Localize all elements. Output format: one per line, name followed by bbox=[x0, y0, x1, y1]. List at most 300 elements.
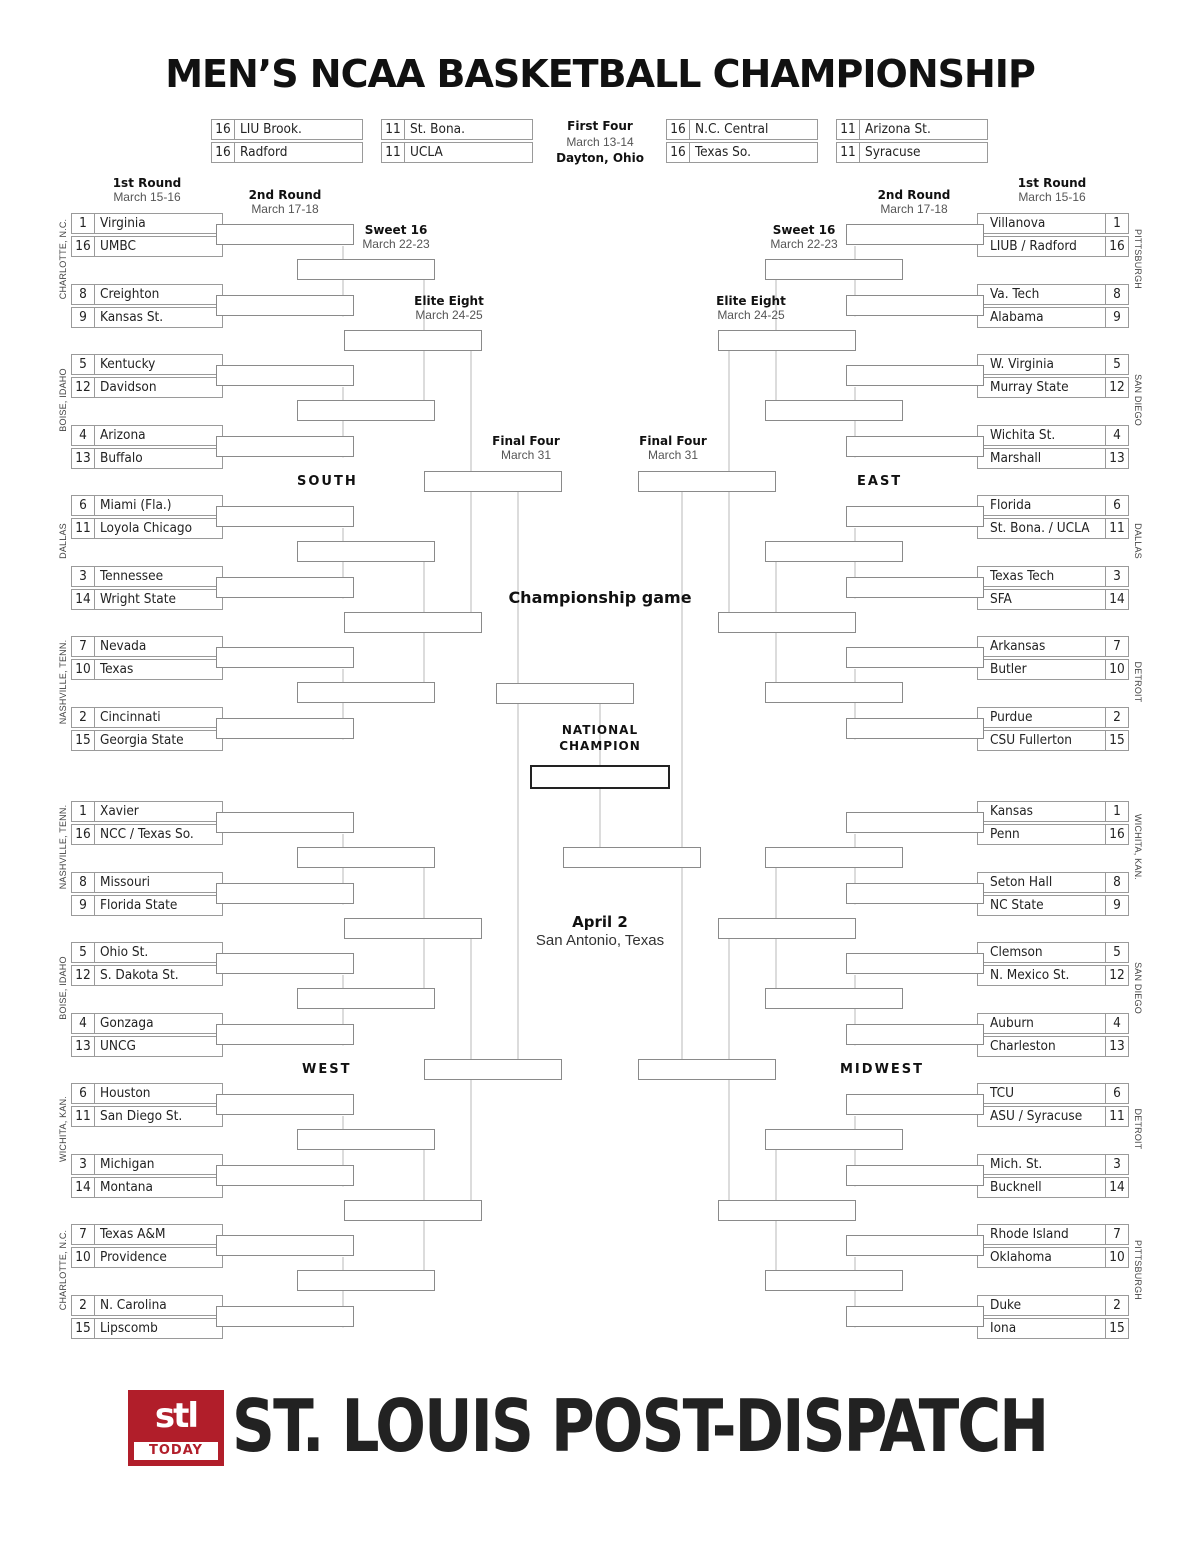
region-name-midwest: MIDWEST bbox=[840, 1062, 925, 1077]
team-name: Wright State bbox=[100, 590, 176, 607]
first-four-dates: March 13-14 bbox=[566, 135, 634, 149]
site-label: DETROIT bbox=[1133, 1108, 1143, 1150]
team-slot[interactable] bbox=[71, 425, 223, 446]
team-seed: 14 bbox=[72, 1178, 95, 1197]
elite-eight-slot[interactable] bbox=[718, 1200, 856, 1221]
championship-slot-right[interactable] bbox=[563, 847, 701, 868]
team-seed: 9 bbox=[72, 308, 95, 327]
team-slot[interactable] bbox=[977, 307, 1129, 328]
team-slot[interactable] bbox=[71, 1318, 223, 1339]
sweet-16-slot[interactable] bbox=[297, 847, 435, 868]
team-slot[interactable] bbox=[977, 1083, 1129, 1104]
team-slot[interactable] bbox=[977, 377, 1129, 398]
team-seed: 9 bbox=[1105, 896, 1128, 915]
team-seed: 11 bbox=[1105, 1107, 1128, 1126]
second-round-slot[interactable] bbox=[216, 224, 354, 245]
newspaper-name: ST. LOUIS POST-DISPATCH bbox=[232, 1384, 1048, 1468]
team-slot[interactable] bbox=[71, 659, 223, 680]
team-seed: 11 bbox=[837, 143, 860, 162]
team-slot[interactable] bbox=[71, 448, 223, 469]
sweet-16-slot[interactable] bbox=[297, 1270, 435, 1291]
team-seed: 5 bbox=[72, 355, 95, 374]
site-label: CHARLOTTE, N.C. bbox=[58, 1229, 68, 1311]
team-name: Michigan bbox=[100, 1155, 155, 1172]
team-slot[interactable] bbox=[71, 707, 223, 728]
team-seed: 8 bbox=[72, 285, 95, 304]
sweet-16-slot[interactable] bbox=[765, 988, 903, 1009]
first-four-team[interactable] bbox=[836, 142, 988, 163]
team-name: St. Bona. bbox=[410, 121, 465, 137]
second-round-slot[interactable] bbox=[846, 812, 984, 833]
team-name: Clemson bbox=[990, 944, 1043, 960]
team-slot[interactable] bbox=[977, 965, 1129, 986]
second-round-slot[interactable] bbox=[846, 1165, 984, 1186]
team-name: Bucknell bbox=[990, 1178, 1042, 1195]
team-name: Arkansas bbox=[990, 638, 1046, 654]
second-round-slot[interactable] bbox=[846, 953, 984, 974]
team-name: ASU / Syracuse bbox=[990, 1108, 1083, 1124]
team-slot[interactable] bbox=[977, 495, 1129, 516]
team-seed: 2 bbox=[72, 708, 95, 727]
region-name-east: EAST bbox=[857, 474, 903, 489]
team-name: Texas bbox=[100, 661, 134, 677]
team-name: San Diego St. bbox=[100, 1108, 183, 1124]
team-slot[interactable] bbox=[71, 307, 223, 328]
team-slot[interactable] bbox=[71, 965, 223, 986]
team-name: Radford bbox=[240, 144, 288, 160]
team-slot[interactable] bbox=[71, 566, 223, 587]
team-seed: 5 bbox=[1105, 355, 1128, 374]
team-slot[interactable] bbox=[71, 1083, 223, 1104]
team-seed: 13 bbox=[72, 1037, 95, 1056]
logo-sub: TODAY bbox=[134, 1442, 218, 1460]
second-round-slot[interactable] bbox=[846, 1235, 984, 1256]
team-seed: 5 bbox=[72, 943, 95, 962]
team-name: Murray State bbox=[990, 379, 1069, 395]
second-round-slot[interactable] bbox=[216, 883, 354, 904]
team-name: Montana bbox=[100, 1178, 153, 1195]
team-name: NC State bbox=[990, 896, 1044, 913]
site-label: WICHITA, KAN. bbox=[58, 1096, 68, 1162]
team-name: Ohio St. bbox=[100, 944, 149, 960]
first-four-location: Dayton, Ohio bbox=[556, 151, 644, 165]
team-name: Kentucky bbox=[100, 356, 156, 372]
team-seed: 11 bbox=[837, 120, 860, 139]
site-label: NASHVILLE, TENN. bbox=[58, 639, 68, 725]
second-round-slot[interactable] bbox=[216, 1024, 354, 1045]
second-round-slot[interactable] bbox=[216, 506, 354, 527]
team-slot[interactable] bbox=[71, 801, 223, 822]
team-name: Kansas St. bbox=[100, 308, 164, 325]
team-name: Wichita St. bbox=[990, 426, 1056, 443]
team-name: Penn bbox=[990, 826, 1020, 842]
first-four-team[interactable] bbox=[381, 142, 533, 163]
second-round-slot[interactable] bbox=[846, 506, 984, 527]
team-seed: 10 bbox=[72, 660, 95, 679]
team-seed: 16 bbox=[212, 143, 235, 162]
team-slot[interactable] bbox=[71, 589, 223, 610]
team-name: Syracuse bbox=[865, 144, 921, 160]
team-name: Auburn bbox=[990, 1014, 1034, 1031]
second-round-slot[interactable] bbox=[216, 1306, 354, 1327]
team-slot[interactable] bbox=[71, 895, 223, 916]
team-seed: 12 bbox=[1105, 378, 1128, 397]
label-right-first-round: 1st Round March 15-16 bbox=[1017, 176, 1087, 204]
team-slot[interactable] bbox=[71, 377, 223, 398]
team-seed: 1 bbox=[72, 802, 95, 821]
team-slot[interactable] bbox=[977, 872, 1129, 893]
team-seed: 13 bbox=[1105, 1037, 1128, 1056]
team-seed: 4 bbox=[1105, 426, 1128, 445]
elite-eight-slot[interactable] bbox=[718, 330, 856, 351]
team-slot[interactable] bbox=[977, 566, 1129, 587]
team-slot[interactable] bbox=[977, 213, 1129, 234]
team-seed: 9 bbox=[72, 896, 95, 915]
team-seed: 1 bbox=[1105, 802, 1128, 821]
sweet-16-slot[interactable] bbox=[765, 1270, 903, 1291]
team-slot[interactable] bbox=[977, 1013, 1129, 1034]
national-champion-slot[interactable] bbox=[530, 765, 670, 789]
team-seed: 16 bbox=[667, 143, 690, 162]
team-slot[interactable] bbox=[977, 659, 1129, 680]
team-name: Purdue bbox=[990, 708, 1033, 725]
team-name: Gonzaga bbox=[100, 1014, 154, 1031]
team-seed: 14 bbox=[1105, 1178, 1128, 1197]
championship-location: San Antonio, Texas bbox=[535, 932, 665, 949]
second-round-slot[interactable] bbox=[216, 953, 354, 974]
team-name: Florida State bbox=[100, 896, 178, 913]
site-label: DALLAS bbox=[58, 523, 68, 559]
team-slot[interactable] bbox=[71, 730, 223, 751]
team-seed: 16 bbox=[72, 237, 95, 256]
team-seed: 6 bbox=[72, 1084, 95, 1103]
team-seed: 9 bbox=[1105, 308, 1128, 327]
final-four-slot[interactable] bbox=[638, 1059, 776, 1080]
second-round-slot[interactable] bbox=[216, 436, 354, 457]
team-name: UMBC bbox=[100, 238, 136, 254]
first-four-team[interactable] bbox=[381, 119, 533, 140]
team-slot[interactable] bbox=[71, 872, 223, 893]
region-name-west: WEST bbox=[302, 1062, 352, 1077]
team-slot[interactable] bbox=[977, 1106, 1129, 1127]
team-name: Tennessee bbox=[100, 567, 164, 584]
team-slot[interactable] bbox=[71, 518, 223, 539]
team-name: Oklahoma bbox=[990, 1249, 1052, 1265]
team-seed: 16 bbox=[1105, 237, 1128, 256]
site-label: NASHVILLE, TENN. bbox=[58, 804, 68, 890]
team-seed: 4 bbox=[1105, 1014, 1128, 1033]
sweet-16-slot[interactable] bbox=[765, 1129, 903, 1150]
first-four-team[interactable] bbox=[666, 142, 818, 163]
label-left-final-four: Final Four March 31 bbox=[492, 434, 560, 462]
final-four-slot[interactable] bbox=[638, 471, 776, 492]
team-slot[interactable] bbox=[977, 1295, 1129, 1316]
team-seed: 4 bbox=[72, 1014, 95, 1033]
team-name: Seton Hall bbox=[990, 873, 1053, 890]
team-name: CSU Fullerton bbox=[990, 731, 1072, 748]
second-round-slot[interactable] bbox=[216, 295, 354, 316]
elite-eight-slot[interactable] bbox=[344, 1200, 482, 1221]
team-name: Alabama bbox=[990, 308, 1044, 325]
team-name: Lipscomb bbox=[100, 1319, 158, 1336]
team-name: Mich. St. bbox=[990, 1155, 1043, 1172]
site-label: PITTSBURGH bbox=[1133, 228, 1143, 290]
team-seed: 7 bbox=[72, 1225, 95, 1244]
sweet-16-slot[interactable] bbox=[297, 1129, 435, 1150]
elite-eight-slot[interactable] bbox=[344, 330, 482, 351]
team-name: Marshall bbox=[990, 449, 1042, 466]
team-name: Kansas bbox=[990, 803, 1033, 819]
second-round-slot[interactable] bbox=[216, 1235, 354, 1256]
second-round-slot[interactable] bbox=[216, 1165, 354, 1186]
team-slot[interactable] bbox=[977, 824, 1129, 845]
sweet-16-slot[interactable] bbox=[765, 682, 903, 703]
team-name: Miami (Fla.) bbox=[100, 497, 172, 513]
team-slot[interactable] bbox=[977, 1247, 1129, 1268]
team-seed: 11 bbox=[382, 120, 405, 139]
team-seed: 14 bbox=[72, 590, 95, 609]
team-name: Nevada bbox=[100, 638, 147, 654]
team-slot[interactable] bbox=[977, 1318, 1129, 1339]
label-right-final-four: Final Four March 31 bbox=[639, 434, 707, 462]
team-slot[interactable] bbox=[977, 707, 1129, 728]
team-seed: 16 bbox=[212, 120, 235, 139]
team-seed: 16 bbox=[72, 825, 95, 844]
team-slot[interactable] bbox=[71, 1295, 223, 1316]
team-slot[interactable] bbox=[977, 1224, 1129, 1245]
sweet-16-slot[interactable] bbox=[765, 847, 903, 868]
team-seed: 13 bbox=[1105, 449, 1128, 468]
site-label: SAN DIEGO bbox=[1133, 962, 1143, 1014]
team-slot[interactable] bbox=[71, 495, 223, 516]
team-name: Villanova bbox=[990, 215, 1046, 231]
team-name: Georgia State bbox=[100, 731, 184, 748]
team-slot[interactable] bbox=[977, 589, 1129, 610]
team-seed: 11 bbox=[1105, 519, 1128, 538]
team-seed: 1 bbox=[72, 214, 95, 233]
sweet-16-slot[interactable] bbox=[297, 682, 435, 703]
team-slot[interactable] bbox=[71, 942, 223, 963]
team-slot[interactable] bbox=[977, 730, 1129, 751]
team-name: TCU bbox=[990, 1085, 1015, 1101]
team-name: Charleston bbox=[990, 1037, 1056, 1054]
team-name: Creighton bbox=[100, 285, 160, 302]
team-seed: 15 bbox=[72, 1319, 95, 1338]
team-slot[interactable] bbox=[71, 1247, 223, 1268]
site-label: DETROIT bbox=[1133, 661, 1143, 703]
team-name: Texas So. bbox=[695, 144, 751, 160]
team-name: UCLA bbox=[410, 144, 443, 160]
sweet-16-slot[interactable] bbox=[297, 541, 435, 562]
team-name: Butler bbox=[990, 661, 1027, 677]
team-slot[interactable] bbox=[71, 636, 223, 657]
team-slot[interactable] bbox=[71, 1013, 223, 1034]
team-name: Iona bbox=[990, 1319, 1017, 1336]
team-slot[interactable] bbox=[977, 448, 1129, 469]
elite-eight-slot[interactable] bbox=[718, 612, 856, 633]
first-four-team[interactable] bbox=[211, 119, 363, 140]
region-name-south: SOUTH bbox=[297, 474, 358, 489]
championship-game-label: Championship game bbox=[508, 588, 692, 607]
team-seed: 3 bbox=[72, 1155, 95, 1174]
team-seed: 3 bbox=[1105, 1155, 1128, 1174]
team-slot[interactable] bbox=[977, 425, 1129, 446]
sweet-16-slot[interactable] bbox=[765, 400, 903, 421]
second-round-slot[interactable] bbox=[846, 436, 984, 457]
first-four-team[interactable] bbox=[666, 119, 818, 140]
team-seed: 1 bbox=[1105, 214, 1128, 233]
championship-date: April 2 bbox=[572, 913, 628, 931]
sweet-16-slot[interactable] bbox=[297, 400, 435, 421]
site-label: BOISE, IDAHO bbox=[58, 956, 68, 1020]
team-name: Duke bbox=[990, 1296, 1022, 1313]
sweet-16-slot[interactable] bbox=[297, 259, 435, 280]
second-round-slot[interactable] bbox=[846, 577, 984, 598]
team-name: NCC / Texas So. bbox=[100, 826, 194, 842]
second-round-slot[interactable] bbox=[846, 718, 984, 739]
team-seed: 6 bbox=[72, 496, 95, 515]
team-slot[interactable] bbox=[977, 895, 1129, 916]
team-name: Rhode Island bbox=[990, 1226, 1069, 1242]
team-slot[interactable] bbox=[71, 1036, 223, 1057]
label-left-second-round: 2nd Round March 17-18 bbox=[248, 188, 322, 216]
team-name: Florida bbox=[990, 497, 1032, 513]
team-seed: 6 bbox=[1105, 496, 1128, 515]
team-seed: 10 bbox=[1105, 1248, 1128, 1267]
second-round-slot[interactable] bbox=[216, 365, 354, 386]
team-name: N.C. Central bbox=[695, 121, 769, 137]
first-four-label: First Four bbox=[567, 119, 633, 133]
team-seed: 16 bbox=[1105, 825, 1128, 844]
team-slot[interactable] bbox=[71, 824, 223, 845]
label-right-elite-eight: Elite Eight March 24-25 bbox=[716, 294, 786, 322]
site-label: DALLAS bbox=[1133, 523, 1143, 559]
site-label: PITTSBURGH bbox=[1133, 1239, 1143, 1301]
team-slot[interactable] bbox=[71, 236, 223, 257]
elite-eight-slot[interactable] bbox=[344, 612, 482, 633]
team-seed: 11 bbox=[72, 519, 95, 538]
second-round-slot[interactable] bbox=[846, 295, 984, 316]
site-label: WICHITA, KAN. bbox=[1133, 814, 1143, 880]
team-seed: 8 bbox=[1105, 285, 1128, 304]
second-round-slot[interactable] bbox=[846, 1094, 984, 1115]
team-name: Va. Tech bbox=[990, 285, 1040, 302]
sweet-16-slot[interactable] bbox=[297, 988, 435, 1009]
page-title: MEN’S NCAA BASKETBALL CHAMPIONSHIP bbox=[165, 52, 1035, 96]
team-seed: 11 bbox=[72, 1107, 95, 1126]
team-slot[interactable] bbox=[977, 1154, 1129, 1175]
team-name: Arizona bbox=[100, 426, 146, 443]
second-round-slot[interactable] bbox=[846, 1306, 984, 1327]
championship-info bbox=[500, 912, 700, 950]
team-name: LIUB / Radford bbox=[990, 238, 1077, 254]
team-seed: 13 bbox=[72, 449, 95, 468]
team-slot[interactable] bbox=[977, 801, 1129, 822]
second-round-slot[interactable] bbox=[846, 1024, 984, 1045]
team-seed: 12 bbox=[72, 966, 95, 985]
team-name: S. Dakota St. bbox=[100, 967, 179, 983]
team-seed: 10 bbox=[72, 1248, 95, 1267]
team-slot[interactable] bbox=[977, 354, 1129, 375]
second-round-slot[interactable] bbox=[216, 577, 354, 598]
championship-slot-left[interactable] bbox=[496, 683, 634, 704]
final-four-slot[interactable] bbox=[424, 1059, 562, 1080]
team-seed: 10 bbox=[1105, 660, 1128, 679]
team-slot[interactable] bbox=[977, 942, 1129, 963]
second-round-slot[interactable] bbox=[216, 1094, 354, 1115]
second-round-slot[interactable] bbox=[216, 647, 354, 668]
national-champion-label: NATIONAL CHAMPION bbox=[559, 723, 641, 753]
team-slot[interactable] bbox=[71, 1106, 223, 1127]
first-four-team[interactable] bbox=[836, 119, 988, 140]
team-seed: 7 bbox=[1105, 637, 1128, 656]
team-slot[interactable] bbox=[71, 284, 223, 305]
second-round-slot[interactable] bbox=[846, 883, 984, 904]
second-round-slot[interactable] bbox=[846, 224, 984, 245]
team-seed: 5 bbox=[1105, 943, 1128, 962]
team-name: Missouri bbox=[100, 873, 151, 890]
label-right-sweet-16: Sweet 16 March 22-23 bbox=[770, 223, 838, 251]
logo-text: stl bbox=[154, 1396, 198, 1436]
label-left-first-round: 1st Round March 15-16 bbox=[112, 176, 182, 204]
team-seed: 3 bbox=[72, 567, 95, 586]
second-round-slot[interactable] bbox=[216, 718, 354, 739]
team-slot[interactable] bbox=[977, 1177, 1129, 1198]
team-name: Virginia bbox=[100, 215, 146, 231]
team-slot[interactable] bbox=[71, 1154, 223, 1175]
team-seed: 8 bbox=[72, 873, 95, 892]
second-round-slot[interactable] bbox=[216, 812, 354, 833]
first-four-team[interactable] bbox=[211, 142, 363, 163]
first-four-info bbox=[555, 118, 645, 166]
team-seed: 4 bbox=[72, 426, 95, 445]
team-seed: 15 bbox=[72, 731, 95, 750]
team-seed: 14 bbox=[1105, 590, 1128, 609]
elite-eight-slot[interactable] bbox=[344, 918, 482, 939]
team-name: LIU Brook. bbox=[240, 121, 302, 137]
team-name: Providence bbox=[100, 1249, 167, 1265]
team-slot[interactable] bbox=[71, 354, 223, 375]
team-slot[interactable] bbox=[71, 213, 223, 234]
team-slot[interactable] bbox=[71, 1177, 223, 1198]
team-slot[interactable] bbox=[977, 236, 1129, 257]
team-seed: 7 bbox=[72, 637, 95, 656]
team-seed: 2 bbox=[1105, 1296, 1128, 1315]
team-seed: 12 bbox=[72, 378, 95, 397]
team-name: Texas A&M bbox=[100, 1226, 166, 1242]
sweet-16-slot[interactable] bbox=[765, 541, 903, 562]
team-name: W. Virginia bbox=[990, 356, 1054, 372]
final-four-slot[interactable] bbox=[424, 471, 562, 492]
second-round-slot[interactable] bbox=[846, 365, 984, 386]
team-seed: 6 bbox=[1105, 1084, 1128, 1103]
team-slot[interactable] bbox=[977, 1036, 1129, 1057]
team-seed: 15 bbox=[1105, 731, 1128, 750]
second-round-slot[interactable] bbox=[846, 647, 984, 668]
team-name: Texas Tech bbox=[990, 567, 1055, 584]
site-label: SAN DIEGO bbox=[1133, 374, 1143, 426]
team-slot[interactable] bbox=[977, 636, 1129, 657]
team-seed: 15 bbox=[1105, 1319, 1128, 1338]
team-name: St. Bona. / UCLA bbox=[990, 520, 1090, 536]
team-seed: 2 bbox=[72, 1296, 95, 1315]
elite-eight-slot[interactable] bbox=[718, 918, 856, 939]
team-slot[interactable] bbox=[977, 518, 1129, 539]
team-name: UNCG bbox=[100, 1037, 136, 1054]
team-slot[interactable] bbox=[977, 284, 1129, 305]
team-slot[interactable] bbox=[71, 1224, 223, 1245]
sweet-16-slot[interactable] bbox=[765, 259, 903, 280]
